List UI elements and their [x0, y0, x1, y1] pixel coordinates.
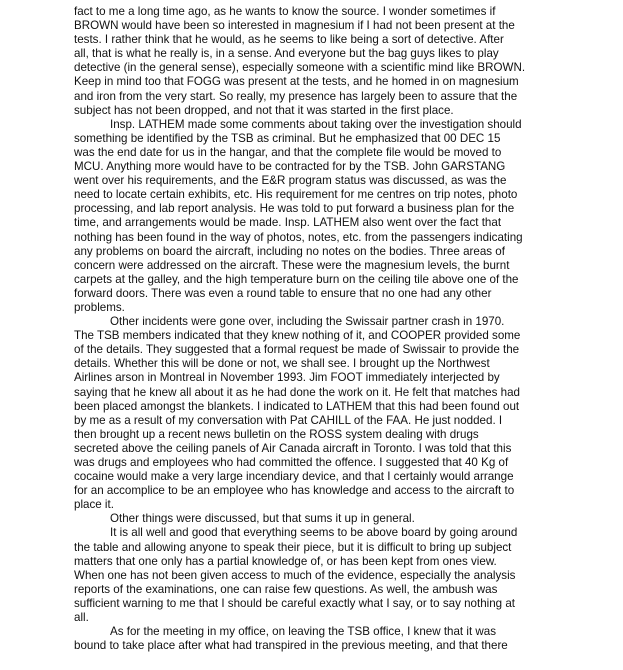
text-line: The TSB members indicated that they knew nothing of it, and COOPER provided some [74, 329, 521, 343]
text-line: concern were addressed on the aircraft. These were the magnesium levels, the burnt [74, 258, 510, 272]
paragraph-4 [74, 512, 560, 526]
text-line: fact to me a long time ago, as he wants to know the source. I wonder sometimes if [74, 5, 496, 18]
text-line: When one has not been given access to much of the evidence, especially the analysis [74, 568, 516, 582]
text-line: place it. [74, 498, 114, 512]
text-line: matters that one only has a partial knowledge of, or has been kept from ones view. [74, 554, 497, 568]
text-line: for an accomplice to be an employee who has knowledge and access to the aircraft to [74, 484, 515, 498]
text-line: need to locate certain exhibits, etc. His requirement for me centres on trip notes, photo [74, 188, 518, 202]
text-line: subject has not been dropped, and not that it was started in the first place. [74, 103, 454, 117]
paragraph-2 [74, 118, 560, 315]
paragraph-6 [74, 625, 560, 653]
text-line: MCU. Anything more would have to be contracted for by the TSB. John GARSTANG [74, 160, 506, 174]
text-line: by me as a result of my conversation with Pat CAHILL of the FAA. He just nodded. I [74, 413, 503, 427]
text-line: Keep in mind too that FOGG was present at the tests, and he homed in on magnesium [74, 75, 519, 89]
text-line: then brought up a recent news bulletin on the ROSS system dealing with drugs [74, 427, 479, 441]
text-line: Insp. LATHEM made some comments about taking over the investigation should [110, 117, 522, 131]
paragraph-1 [74, 5, 560, 118]
text-line: Airlines arson in Montreal in November 1993. Jim FOOT immediately interjected by [74, 371, 500, 385]
text-line: carpets at the galley, and the high temperature burn on the ceiling tile above one of the [74, 272, 519, 286]
text-line: time, and arrangements would be made. Insp. LATHEM also went over the fact that [74, 216, 502, 230]
text-line: and iron from the very start. So really, my presence has largely been to assure that the [74, 89, 518, 103]
text-line: been placed amongst the blankets. I indicated to LATHEM that this had been found out [74, 399, 520, 413]
text-line: forward doors. There was even a round table to ensure that no one had any other [74, 286, 492, 300]
text-line: processing, and lab report analysis. He was told to put forward a business plan for the [74, 202, 515, 216]
text-line: any problems on board the aircraft, including no notes on the bodies. Three areas of [74, 244, 505, 258]
text-line: reports of the examinations, one can raise few questions. As well, the ambush was [74, 582, 498, 596]
text-line: detective (in the general sense), especially someone with a scientific mind like BROWN. [74, 61, 526, 75]
paragraph-5 [74, 526, 560, 625]
text-line: Other things were discussed, but that sums it up in general. [110, 512, 415, 526]
text-line: cocaine would make a very large incendiary device, and that I certainly would arrange [74, 470, 514, 484]
text-line: Other incidents were gone over, including the Swissair partner crash in 1970. [110, 315, 505, 329]
text-line: went over his requirements, and the E&R program status was discussed, as was the [74, 174, 507, 188]
text-line: BROWN would have been so interested in magnesium if I had not been present at the [74, 19, 515, 33]
text-line: was the end date for us in the hangar, and that the complete file would be moved to [74, 145, 502, 159]
text-line: the table and allowing anyone to speak their piece, but it is difficult to bring up subject [74, 540, 512, 554]
text-line: It is all well and good that everything seems to be above board by going around [110, 526, 518, 540]
text-line: sufficient warning to me that I should be careful exactly what I say, or to say nothing at [74, 596, 516, 610]
text-line: details. Whether this will be done or not, we shall see. I brought up the Northwest [74, 357, 490, 371]
text-line: all. [74, 611, 89, 625]
text-line: tests. I rather think that he would, as he seems to like being a sort of detective. After [74, 33, 504, 47]
text-line: was drugs and employees who had committed the offence. I suggested that 40 Kg of [74, 456, 509, 469]
text-line: bound to take place after what had transpired in the previous meeting, and that there [74, 639, 508, 653]
text-line: secreted above the ceiling panels of Air Canada aircraft in Toronto. I was told that this [74, 441, 512, 455]
text-line: problems. [74, 300, 125, 314]
document-page [74, 5, 560, 653]
text-line: As for the meeting in my office, on leaving the TSB office, I knew that it was [110, 625, 497, 639]
text-line: something be identified by the TSB as criminal. But he emphasized that 00 DEC 15 [74, 131, 501, 145]
text-line: nothing has been found in the way of photos, notes, etc. from the passengers indicating [74, 230, 523, 244]
text-line: of the details. They suggested that a formal request be made of Swissair to provide the [74, 343, 520, 357]
text-line: all, that is what he really is, in a sense. And everyone but the bag guys likes to play [74, 47, 499, 61]
text-line: saying that he knew all about it as he had done the work on it. He felt that matches had [74, 385, 520, 399]
paragraph-3 [74, 315, 560, 512]
